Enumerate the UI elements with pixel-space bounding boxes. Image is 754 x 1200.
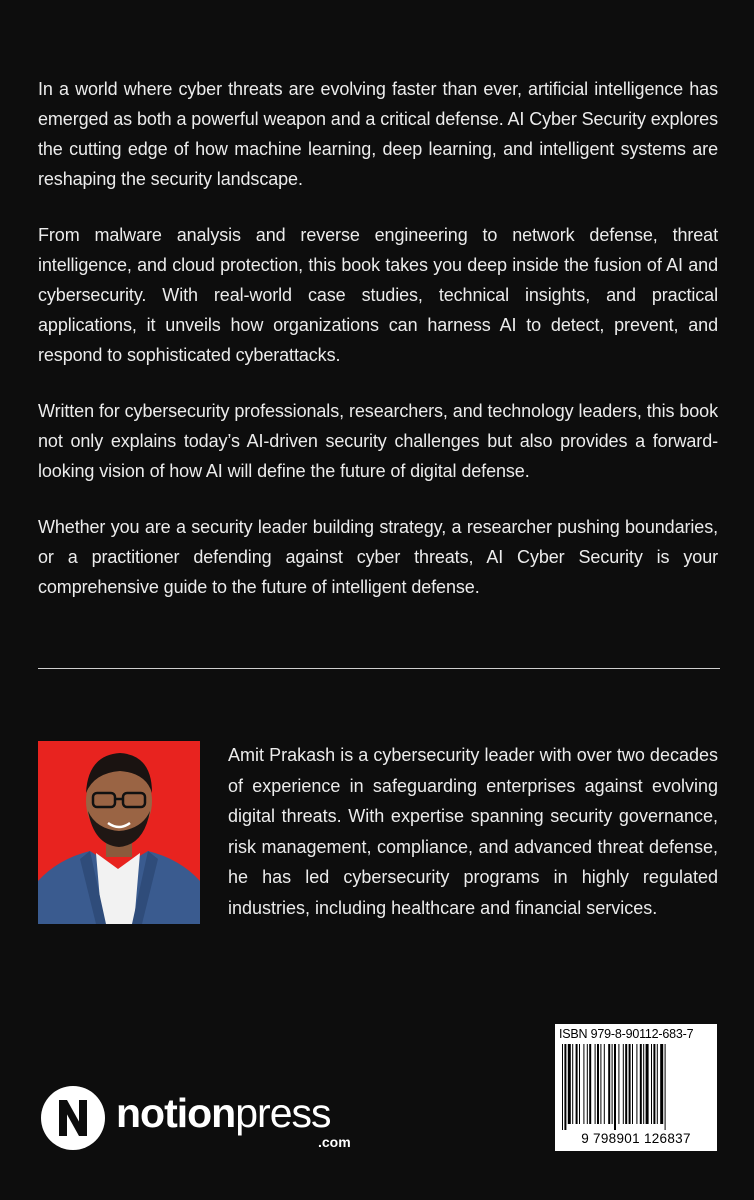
blurb-paragraph-1: In a world where cyber threats are evolving faster than ever, artificial intelligence has emerged as both a powerful weapon and a critical defense. AI Cyber Security explores the cutting edge of how machine learning, deep learning, and intelligent systems are reshaping the security landscape. [38, 79, 718, 189]
author-bio: Amit Prakash is a cybersecurity leader with over two decades of experience in safeguarding enterprises against evolving digital threats. With expertise spanning security governance, risk management, compliance, and advanced threat defense, he has led cybersecurity programs in highly regulated industries, including healthcare and financial services. [228, 745, 718, 918]
blurb-paragraph-2: From malware analysis and reverse engineering to network defense, threat intelligence, and cloud protection, this book takes you deep inside the fusion of AI and cybersecurity. With real-world case studies, technical insights, and practical applications, it unveils how organizations can harness AI to detect, prevent, and respond to sophisticated cyberattacks. [38, 225, 718, 365]
publisher-wordmark [116, 1091, 331, 1135]
section-divider [38, 668, 720, 669]
author-portrait-icon [38, 741, 200, 924]
notionpress-n-icon [40, 1085, 106, 1151]
wordmark-bold: notion [116, 1090, 236, 1136]
blurb-paragraph-3: Written for cybersecurity professionals, researchers, and technology leaders, this book not only explains today’s AI-driven security challenges but also provides a forward-looking vision of how AI will define the future of digital defense. [38, 401, 718, 481]
back-cover-blurb [38, 74, 718, 628]
barcode-number: 9 798901 126837 [581, 1131, 691, 1146]
wordmark-light: press [235, 1090, 331, 1136]
isbn-barcode [555, 1024, 717, 1151]
isbn-label: ISBN 979-8-90112-683-7 [559, 1027, 694, 1041]
author-photo [38, 741, 200, 924]
wordmark-suffix: .com [318, 1134, 351, 1150]
blurb-paragraph-4: Whether you are a security leader building strategy, a researcher pushing boundaries, or a practitioner defending against cyber threats, AI Cyber Security is your comprehensive guide to the future of intelligent defense. [38, 517, 718, 597]
barcode-icon [562, 1044, 710, 1130]
publisher-logo [40, 1085, 351, 1157]
